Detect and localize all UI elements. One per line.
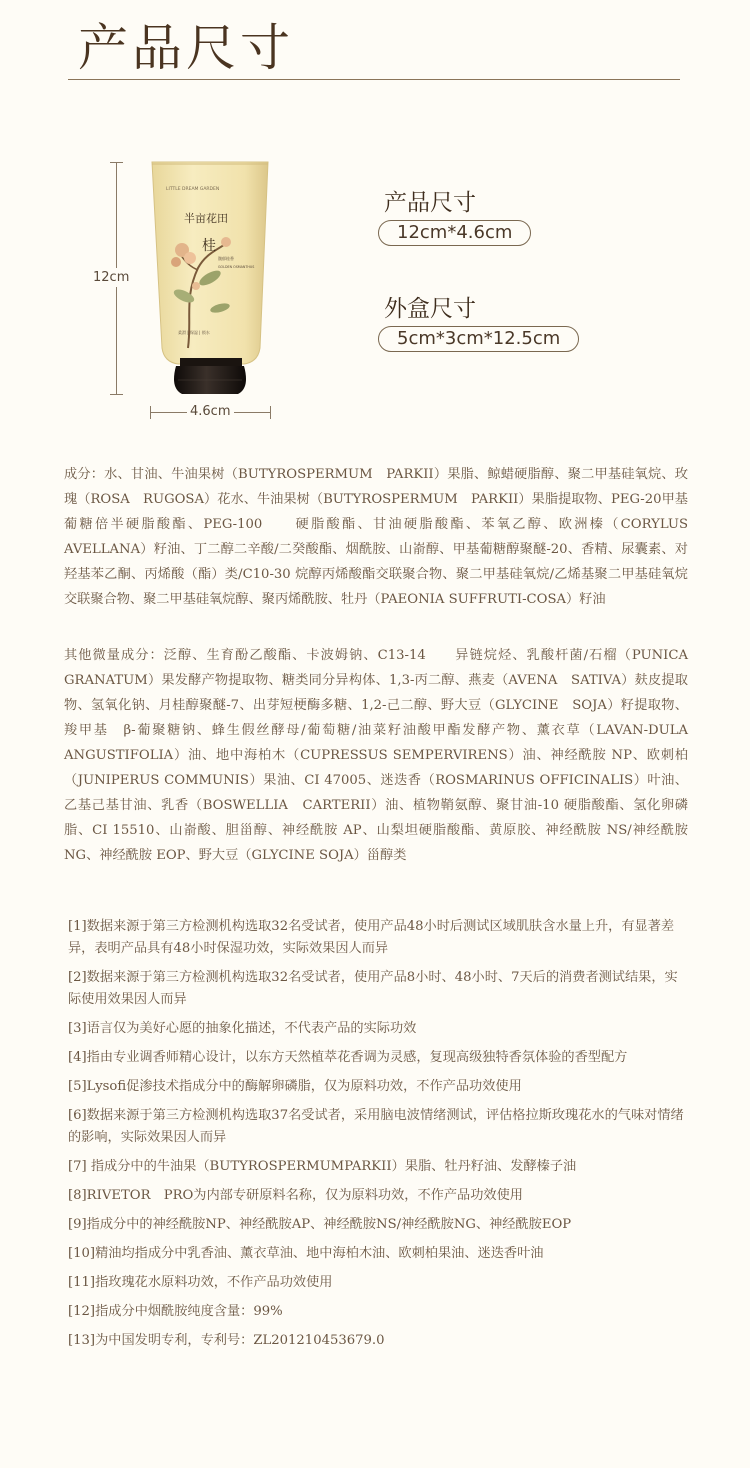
width-dimension-cap-right — [270, 406, 271, 419]
tube-cap-icon — [174, 358, 246, 394]
ingredients-trace: 其他微量成分：泛醇、生育酚乙酸酯、卡波姆钠、C13-14 异链烷烃、乳酸杆菌/石榴（PUNICA GRANATUM）果发酵产物提取物、糖类同分异构体、1,3-丙二醇、燕麦（AVENA SATIVA）麸皮提取物、氢氧化钠、月桂醇聚醚-7、出芽短梗酶多糖、1,2-己二醇、野大豆（GLYCINE SOJA）籽提取物、羧甲基 β-葡聚糖钠、蜂生假丝酵母/葡萄糖/油菜籽油酸甲酯发酵产物、薰衣草（LAVAN-DULA ANGUSTIFOLIA）油、地中海柏木（CUPRESSUS SEMPERVIRENS）油、神经酰胺 NP、欧刺柏（JUNIPERUS COMMUNIS）果油、CI 47005、迷迭香（ROSMARINUS OFFICINALIS）叶油、乙基己基甘油、乳香（BOSWELLIA CARTERII）油、植物鞘氨醇、聚甘油-10 硬脂酸酯、氢化卵磷脂、CI 15510、山嵛酸、胆甾醇、神经酰胺 AP、山梨坦硬脂酸酯、黄原胶、神经酰胺 NS/神经酰胺 NG、神经酰胺 EOP、野大豆（GLYCINE SOJA）甾醇类 — [64, 648, 702, 863]
scent-english-text: GOLDEN OSMANTHUS — [218, 265, 255, 269]
footnote: [6]数据来源于第三方检测机构选取37名受试者，采用脑电波情绪测试，评估格拉斯玫瑰花水的气味对情绪的影响，实际效果因人而异 — [68, 1108, 684, 1145]
footnote: [13]为中国发明专利，专利号：ZL201210453679.0 — [68, 1333, 385, 1348]
product-size-label: 产品尺寸 — [384, 190, 476, 216]
footnote: [2]数据来源于第三方检测机构选取32名受试者，使用产品8小时、48小时、7天后的消费者测试结果，实际使用效果因人而异 — [68, 970, 678, 1007]
footnote: [10]精油均指成分中乳香油、薰衣草油、地中海柏木油、欧刺柏果油、迷迭香叶油 — [68, 1246, 544, 1261]
footnote: [5]Lysofi促渗技术指成分中的酶解卵磷脂，仅为原料功效，不作产品功效使用 — [68, 1079, 522, 1094]
hand-cream-tube-image — [148, 158, 272, 398]
width-dimension-cap-left — [150, 406, 151, 419]
height-dimension-cap-top — [110, 162, 123, 163]
product-size-value: 12cm*4.6cm — [378, 220, 531, 246]
box-size-value: 5cm*3cm*12.5cm — [378, 326, 579, 352]
scent-char-text: 桂 — [202, 238, 216, 254]
height-dimension-label: 12cm — [93, 270, 130, 285]
footnote: [1]数据来源于第三方检测机构选取32名受试者，使用产品48小时后测试区域肌肤含水量上升，有显著差异，表明产品具有48小时保湿功效，实际效果因人而异 — [68, 919, 675, 956]
footnotes — [68, 916, 688, 1359]
brand-small-text: LITTLE DREAM GARDEN — [166, 187, 220, 192]
page-title: 产品尺寸 — [78, 19, 294, 77]
footnote: [12]指成分中烟酰胺纯度含量：99% — [68, 1304, 283, 1319]
footnote: [3]语言仅为美好心愿的抽象化描述，不代表产品的实际功效 — [68, 1021, 417, 1036]
footnote: [11]指玫瑰花水原料功效，不作产品功效使用 — [68, 1275, 333, 1290]
brand-name-text: 半亩花田 — [184, 212, 228, 225]
box-size-label: 外盒尺寸 — [384, 296, 476, 322]
scent-subtitle-text: 馥郁桂香 — [218, 256, 234, 261]
height-dimension-cap-bottom — [110, 394, 123, 395]
title-divider — [68, 79, 680, 80]
width-dimension-label: 4.6cm — [187, 404, 234, 419]
footnote: [8]RIVETOR PRO为内部专研原料名称，仅为原料功效，不作产品功效使用 — [68, 1188, 523, 1203]
footnote: [4]指由专业调香师精心设计，以东方天然植萃花香调为灵感，复现高级独特香氛体验的香型配方 — [68, 1050, 628, 1065]
ingredients-main: 成分：水、甘油、牛油果树（BUTYROSPERMUM PARKII）果脂、鲸蜡硬脂醇、聚二甲基硅氧烷、玫瑰（ROSA RUGOSA）花水、牛油果树（BUTYROSPERMUM PARKII）果脂提取物、PEG-20甲基葡糖倍半硬脂酸酯、PEG-100 硬脂酸酯、甘油硬脂酸酯、苯氧乙醇、欧洲榛（CORYLUS AVELLANA）籽油、丁二醇二辛酸/二癸酸酯、烟酰胺、山嵛醇、甲基葡糖醇聚醚-20、香精、尿囊素、对羟基苯乙酮、丙烯酸（酯）类/C10-30 烷醇丙烯酸酯交联聚合物、聚二甲基硅氧烷/乙烯基聚二甲基硅氧烷交联聚合物、聚二甲基硅氧烷醇、聚丙烯酰胺、牡丹（PAEONIA SUFFRUTI-COSA）籽油 — [64, 467, 702, 607]
footnote: [9]指成分中的神经酰胺NP、神经酰胺AP、神经酰胺NS/神经酰胺NG、神经酰胺EOP — [68, 1217, 572, 1232]
footnote: [7] 指成分中的牛油果（BUTYROSPERMUMPARKII）果脂、牡丹籽油、发酵榛子油 — [68, 1159, 577, 1174]
product-illustration — [90, 150, 310, 430]
feature-line-text: 柔滑 | 保湿 | 锁水 — [178, 330, 210, 335]
